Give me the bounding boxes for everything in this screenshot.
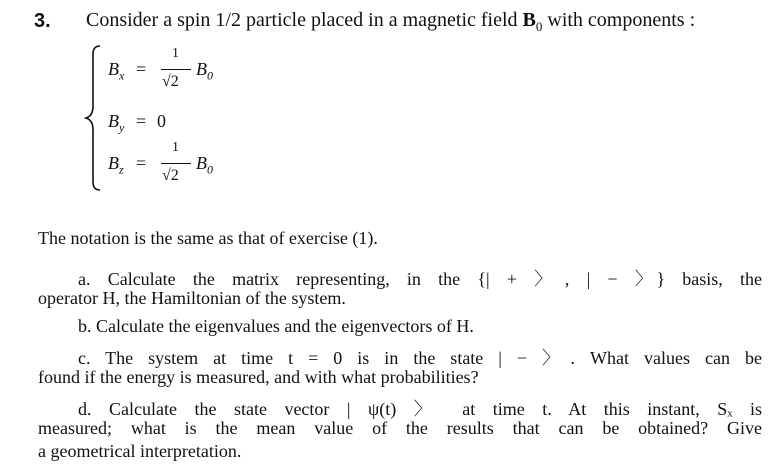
bx-frac-den: √2 [162, 73, 179, 90]
bz-equals: = [136, 153, 147, 173]
problem-number: 3. [34, 10, 51, 32]
intro-field-symbol: B [522, 9, 536, 31]
part-a-line1: a. Calculate the matrix representing, in the {| + 〉, | − 〉} basis, the [78, 269, 762, 289]
part-c-line1: c. The system at time t = 0 is in the state | − 〉. What values can be [78, 348, 762, 368]
by-zero: 0 [157, 111, 166, 131]
bz-frac-bar [161, 163, 191, 164]
problem-intro [86, 9, 695, 35]
bx-frac-num: 1 [172, 46, 179, 61]
notation-line: The notation is the same as that of exercise (1). [38, 228, 378, 248]
bx-lhs: $B_x$ [108, 59, 125, 83]
part-d-line1: d. Calculate the state vector | ψ(t) 〉 at time t. At this instant, Sₓ is [78, 399, 762, 419]
bx-b0: $B_0$ [196, 59, 213, 83]
by-equals: = [136, 111, 147, 131]
part-d-line3: a geometrical interpretation. [38, 441, 242, 461]
part-b-line1: b. Calculate the eigenvalues and the eigenvectors of H. [78, 316, 474, 336]
intro-field-sub: 0 [535, 19, 543, 34]
by-lhs: $B_y$ [108, 111, 125, 135]
bz-frac-den: √2 [162, 167, 179, 184]
left-brace-icon [84, 44, 104, 192]
intro-tail: with components : [547, 9, 696, 31]
bz-lhs: $B_z$ [108, 153, 124, 177]
bx-frac-bar [161, 69, 191, 70]
part-d-line2: measured; what is the mean value of the results that can be obtained? Give [38, 418, 762, 438]
bx-equals: = [136, 59, 147, 79]
part-c-line2: found if the energy is measured, and with what probabilities? [38, 367, 479, 387]
intro-text: Consider a spin 1/2 particle placed in a magnetic field [86, 9, 518, 31]
bz-frac-num: 1 [172, 140, 179, 155]
bz-b0: $B_0$ [196, 153, 213, 177]
part-a-line2: operator H, the Hamiltonian of the system. [38, 288, 346, 308]
